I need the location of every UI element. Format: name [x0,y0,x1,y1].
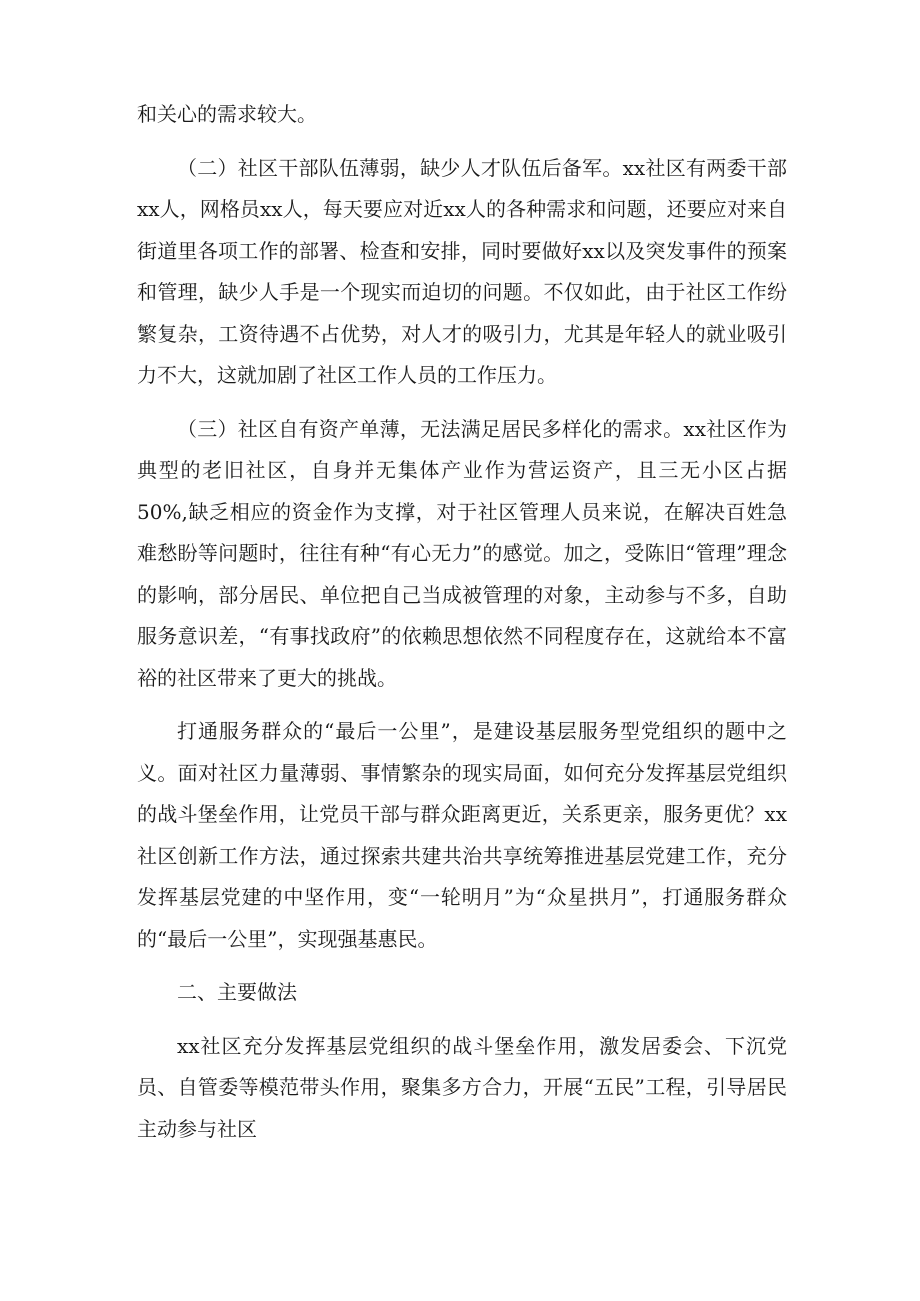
paragraph-continuation: 和关心的需求较大。 [137,102,317,126]
paragraph-last-mile: 打通服务群众的“最后一公里”，是建设基层服务型党组织的题中之义。面对社区力量薄弱、事情繁杂的现实局面，如何充分发挥基层党组织的战斗堡垒作用，让党员干部与群众距离更近，关系更亲，服务更优？xx社区创新工作方法，通过探索共建共治共享统筹推进基层党建工作，充分发挥基层党建的中坚作用，变“一轮明月”为“众星拱月”，打通服务群众的“最后一公里”，实现强基惠民。 [137,719,787,951]
paragraph-main-practices: xx社区充分发挥基层党组织的战斗堡垒作用，激发居委会、下沉党员、自管委等模范带头作用，聚集多方合力，开展“五民”工程，引导居民主动参与社区 [137,1033,787,1141]
section-heading: 二、主要做法 [177,980,297,1004]
paragraph-cadre-shortage: （二）社区干部队伍薄弱，缺少人才队伍后备军。xx社区有两委干部xx人，网格员xx人，每天要应对近xx人的各种需求和问题，还要应对来自街道里各项工作的部署、检查和安排，同时要做好xx以及突发事件的预案和管理，缺少人手是一个现实而迫切的问题。不仅如此，由于社区工作纷繁复杂，工资待遇不占优势，对人才的吸引力，尤其是年轻人的就业吸引力不大，这就加剧了社区工作人员的工作压力。 [137,155,787,387]
paragraph-asset-shortage: （三）社区自有资产单薄，无法满足居民多样化的需求。xx社区作为典型的老旧社区，自身并无集体产业作为营运资产，且三无小区占据50%,缺乏相应的资金作为支撑，对于社区管理人员来说，在解决百姓急难愁盼等问题时，往往有种“有心无力”的感觉。加之，受陈旧“管理”理念的影响，部分居民、单位把自己当成被管理的对象，主动参与不多，自助服务意识差，“有事找政府”的依赖思想依然不同程度存在，这就给本不富裕的社区带来了更大的挑战。 [137,416,787,690]
document-body [137,94,787,1162]
